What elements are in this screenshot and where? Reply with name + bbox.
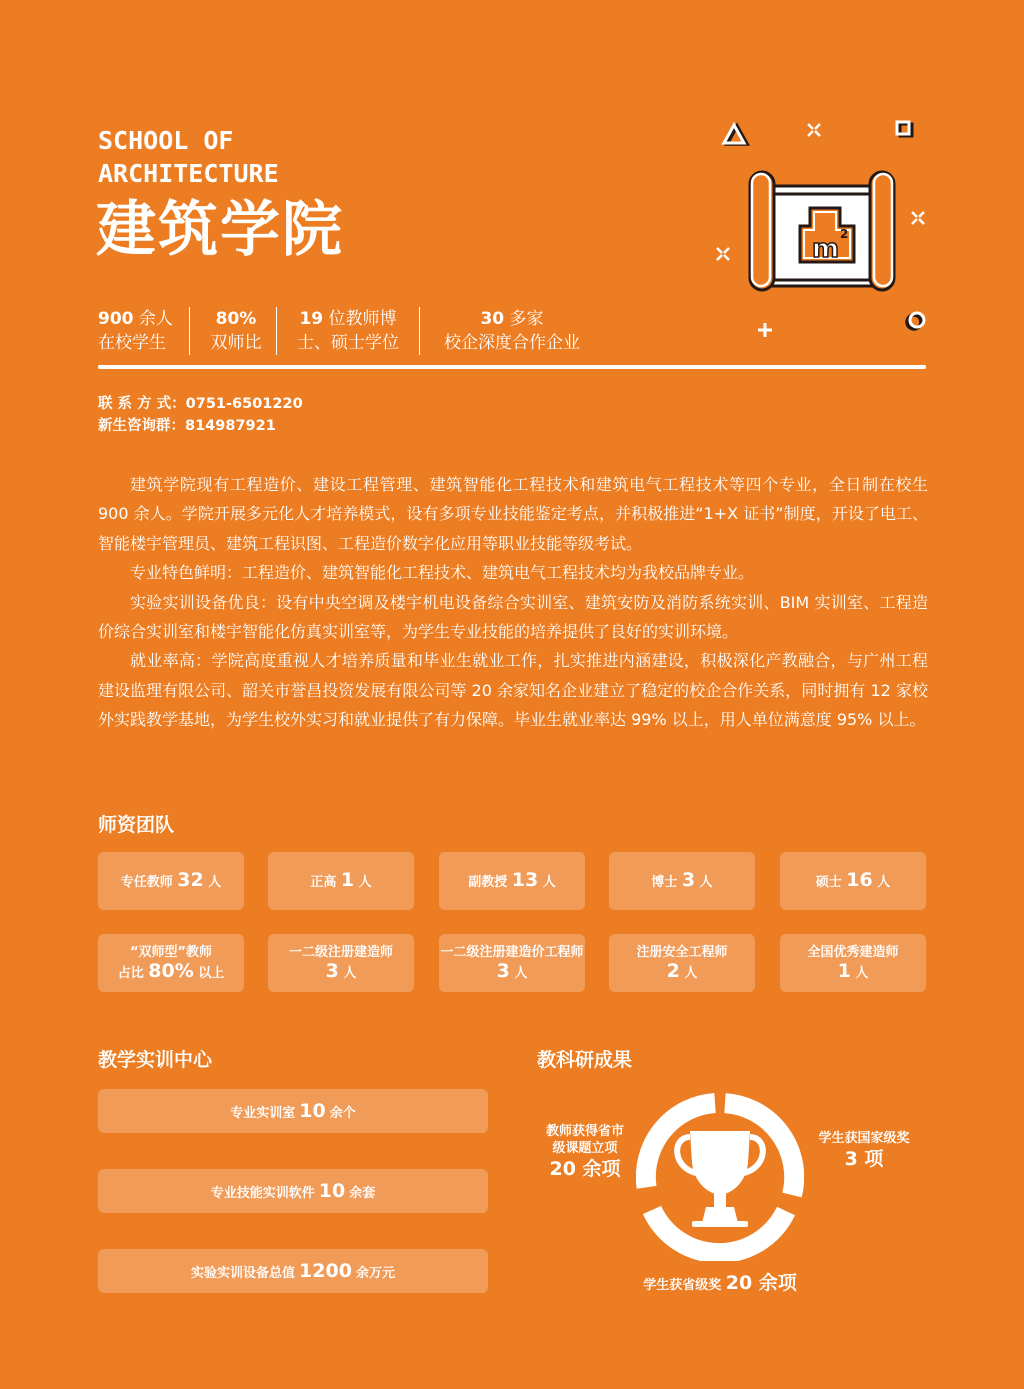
card-number: 3 [681, 868, 696, 891]
faculty-card [780, 852, 926, 910]
research-national-awards [806, 1130, 922, 1171]
training-item [98, 1169, 488, 1213]
research-value: 3 项 [844, 1148, 884, 1170]
research-teacher-projects [530, 1123, 640, 1181]
stat-divider [419, 307, 420, 355]
blueprint-scroll-icon [750, 172, 894, 290]
training-number: 1200 [299, 1260, 352, 1282]
chinese-title: 建筑学院 [96, 195, 344, 265]
stat-doctorate [288, 307, 408, 357]
training-label: 专业技能实训软件 [210, 1185, 315, 1201]
card-unit: 人 [695, 874, 713, 890]
card-number: 1 [837, 960, 851, 982]
card-number: 2 [666, 960, 680, 982]
stat-unit: 余人 [133, 309, 173, 329]
intro-paragraph-3: 实验实训设备优良：设有中央空调及楼宇机电设备综合实训室、建筑安防及消防系统实训、BIM 实训室、工程造价综合实训室和楼宇智能化仿真实训室等，为学生专业技能的培养提供了良好的实训环境。 [98, 592, 928, 642]
emblem-m: m [812, 234, 840, 264]
stat-number: 30 [480, 309, 505, 329]
card-label: 一二级注册建造师 [288, 945, 393, 960]
faculty-card [609, 934, 755, 992]
stat-students [98, 307, 178, 357]
stat-divider [276, 307, 277, 355]
training-label: 专业实训室 [230, 1105, 296, 1121]
training-label: 实验实训设备总值 [191, 1265, 296, 1281]
card-unit: 以上 [193, 966, 225, 981]
stat-caption: 士、硕士学位 [297, 333, 399, 353]
x-icon-right [912, 212, 924, 224]
card-unit: 人 [850, 966, 869, 981]
research-label: 学生获省级奖 [643, 1278, 726, 1293]
research-label: 级课题立项 [552, 1141, 618, 1156]
card-label: 专任教师 [120, 874, 178, 890]
triangle-icon [724, 125, 747, 144]
faculty-card [98, 934, 244, 992]
card-number: 1 [340, 868, 355, 891]
stat-number: 80% [215, 309, 257, 329]
card-label: 全国优秀建造师 [807, 945, 899, 960]
intro-paragraph-4: 就业率高：学院高度重视人才培养质量和毕业生就业工作，扎实推进内涵建设，积极深化产教融合，与广州工程建设监理有限公司、韶关市誉昌投资发展有限公司等 20 余家知名企业建立了稳定的校企合作关系，同时拥有 12 家校外实践教学基地，为学生校外实习和就业提供了有力保障。毕业生就业率达 99% 以上，用人单位满意度 95% 以上。 [98, 651, 928, 730]
card-unit: 人 [509, 966, 528, 981]
card-number: 16 [846, 868, 873, 891]
stat-number: 900 [98, 309, 134, 329]
card-number: 32 [177, 868, 204, 891]
training-unit: 余个 [329, 1105, 356, 1121]
faculty-card [268, 934, 414, 992]
card-label: “双师型”教师 [129, 945, 213, 960]
training-item [98, 1089, 488, 1133]
square-icon [897, 122, 912, 136]
card-prefix: 占比 [117, 966, 149, 981]
research-value: 20 余项 [725, 1272, 797, 1294]
faculty-card [780, 934, 926, 992]
divider-rule [98, 365, 926, 369]
card-label: 硕士 [815, 874, 847, 890]
training-unit: 余套 [349, 1185, 376, 1201]
card-number: 13 [511, 868, 539, 891]
intro-text [98, 470, 928, 735]
card-number: 3 [325, 960, 339, 982]
stat-caption: 校企深度合作企业 [444, 333, 580, 353]
contact-phone [98, 393, 303, 415]
emblem-superscript: 2 [840, 227, 849, 241]
stat-caption: 双师比 [210, 333, 262, 353]
group-number: 814987921 [185, 418, 276, 434]
group-label: 新生咨询群： [98, 418, 185, 434]
research-label: 教师获得省市 [545, 1124, 624, 1139]
english-title [98, 124, 398, 190]
faculty-heading: 师资团队 [98, 814, 175, 836]
training-unit: 余万元 [355, 1265, 395, 1281]
trophy-ring [636, 1093, 804, 1261]
card-label: 正高 [310, 874, 341, 890]
x-icon-left [717, 248, 729, 260]
research-label: 学生获国家级奖 [818, 1131, 910, 1146]
faculty-card [439, 852, 585, 910]
faculty-card [268, 852, 414, 910]
english-title-line2: ARCHITECTURE [98, 159, 279, 188]
english-title-line1: SCHOOL OF [98, 126, 234, 155]
trophy-icon [677, 1131, 763, 1227]
faculty-grid [98, 852, 927, 994]
card-unit: 人 [203, 874, 222, 890]
phone-label: 联 系 方 式： [98, 396, 186, 412]
card-number: 80% [148, 960, 194, 982]
research-heading: 教科研成果 [537, 1049, 633, 1071]
intro-paragraph-1: 建筑学院现有工程造价、建设工程管理、建筑智能化工程技术和建筑电气工程技术等四个专业，全日制在校生 900 余人。学院开展多元化人才培养模式，设有多项专业技能鉴定考点，并积极推进“1+X 证书”制度，开设了电工、智能楼宇管理员、建筑工程识图、工程造价数字化应用等职业技能等级考试。 [98, 475, 928, 553]
research-provincial-awards [600, 1268, 840, 1295]
card-unit: 人 [679, 966, 698, 981]
card-label: 副教授 [468, 874, 512, 890]
stat-unit: 多家 [504, 309, 544, 329]
stat-dual-ratio [203, 307, 269, 357]
card-label: 一二级注册建造价工程师 [440, 945, 584, 960]
stat-unit: 位教师博 [323, 309, 397, 329]
faculty-card [98, 852, 244, 910]
stat-partners [432, 307, 592, 357]
faculty-card [609, 852, 755, 910]
intro-paragraph-2: 专业特色鲜明：工程造价、建筑智能化工程技术、建筑电气工程技术均为我校品牌专业。 [130, 563, 755, 583]
faculty-card [439, 934, 585, 992]
card-label: 博士 [651, 874, 682, 890]
stat-number: 19 [299, 309, 324, 329]
stats-row [98, 307, 926, 357]
training-heading: 教学实训中心 [98, 1049, 213, 1071]
phone-number: 0751-6501220 [185, 396, 303, 412]
card-label: 注册安全工程师 [636, 945, 728, 960]
contact-group [98, 415, 276, 437]
training-number: 10 [299, 1100, 326, 1122]
x-icon-top [808, 124, 820, 136]
stat-caption: 在校学生 [98, 333, 166, 353]
card-unit: 人 [354, 874, 372, 890]
stat-divider [189, 307, 190, 355]
card-unit: 人 [872, 874, 891, 890]
training-number: 10 [318, 1180, 346, 1202]
card-unit: 人 [338, 966, 357, 981]
card-unit: 人 [538, 874, 556, 890]
card-number: 3 [496, 960, 510, 982]
training-item [98, 1249, 488, 1293]
research-value: 20 余项 [549, 1158, 621, 1180]
